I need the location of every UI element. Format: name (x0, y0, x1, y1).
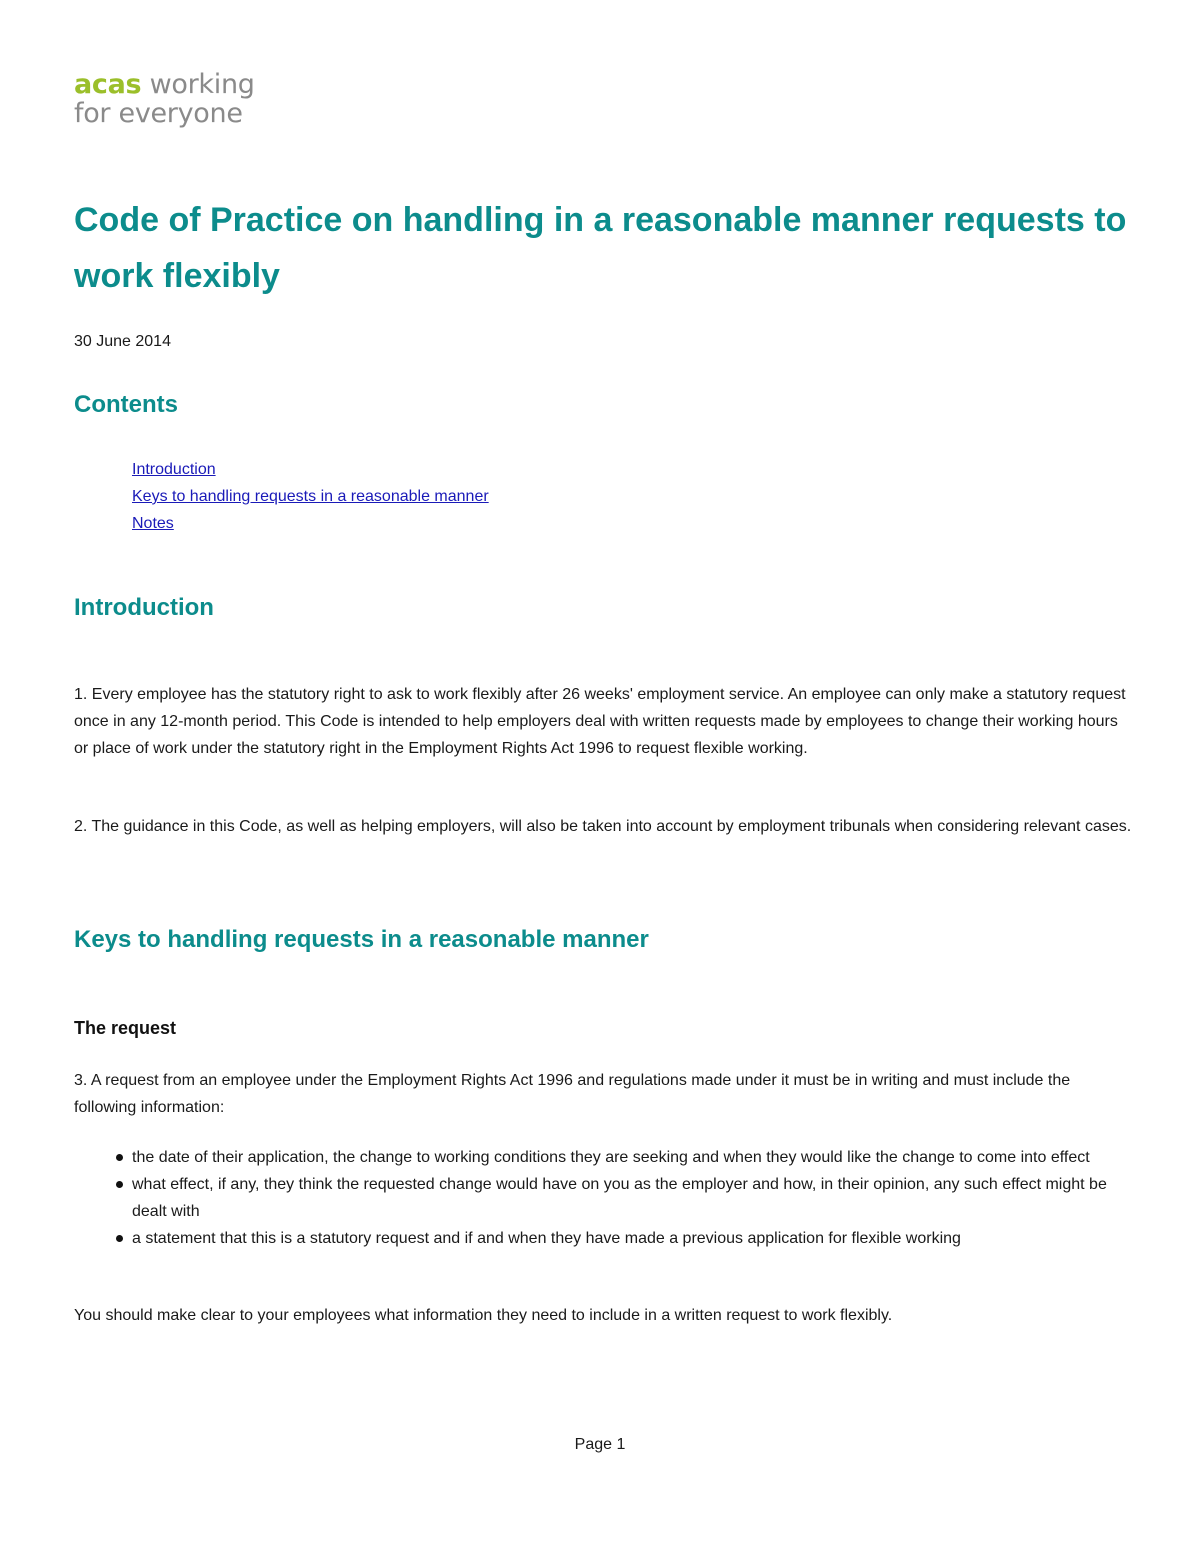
toc-link-notes[interactable]: Notes (132, 515, 174, 532)
bullet-icon (116, 1154, 123, 1161)
toc-link-introduction[interactable]: Introduction (132, 461, 216, 478)
acas-logo (74, 70, 255, 128)
list-item (114, 1144, 1124, 1171)
toc-link-keys[interactable]: Keys to handling requests in a reasonable manner (132, 488, 489, 505)
list-item-text: what effect, if any, they think the requested change would have on you as the employer and how, in their opinion, any such effect might be dealt with (132, 1176, 1107, 1220)
list-item (114, 1225, 1124, 1252)
document-title: Code of Practice on handling in a reasonable manner requests to work flexibly (74, 201, 1127, 295)
toc-item (132, 456, 489, 483)
bullet-icon (116, 1181, 123, 1188)
request-requirements-list (114, 1144, 1124, 1252)
request-subheading: The request (74, 1018, 177, 1038)
toc-item (132, 483, 489, 510)
contents-heading: Contents (74, 391, 178, 418)
page-number: Page 1 (574, 1436, 626, 1453)
logo-tagline-line-2: for everyone (74, 98, 243, 129)
introduction-heading: Introduction (74, 594, 214, 621)
paragraph-3: 3. A request from an employee under the Employment Rights Act 1996 and regulations made under it must be in writing and must include the following information: (74, 1072, 1071, 1116)
paragraph-2: 2. The guidance in this Code, as well as helping employers, will also be taken into account by employment tribunals when considering relevant cases. (74, 818, 1132, 835)
bullet-icon (116, 1235, 123, 1242)
closing-paragraph: You should make clear to your employees what information they need to include in a written request to work flexibly. (74, 1307, 893, 1324)
list-item-text: the date of their application, the change to working conditions they are seeking and when they would like the change to come into effect (132, 1149, 1090, 1166)
table-of-contents (132, 456, 489, 537)
logo-brand: acas (74, 69, 142, 100)
list-item-text: a statement that this is a statutory request and if and when they have made a previous application for flexible working (132, 1230, 961, 1247)
list-item (114, 1171, 1124, 1225)
document-date: 30 June 2014 (74, 333, 171, 350)
toc-item (132, 510, 489, 537)
keys-heading: Keys to handling requests in a reasonable manner (74, 926, 649, 953)
paragraph-1: 1. Every employee has the statutory right to ask to work flexibly after 26 weeks' employment service. An employee can only make a statutory request once in any 12-month period. This Code is intended to help employers deal with written requests made by employees to change their working hours or place of work under the statutory right in the Employment Rights Act 1996 to request flexible working. (74, 686, 1126, 757)
logo-tagline-line-1: working (141, 69, 255, 100)
